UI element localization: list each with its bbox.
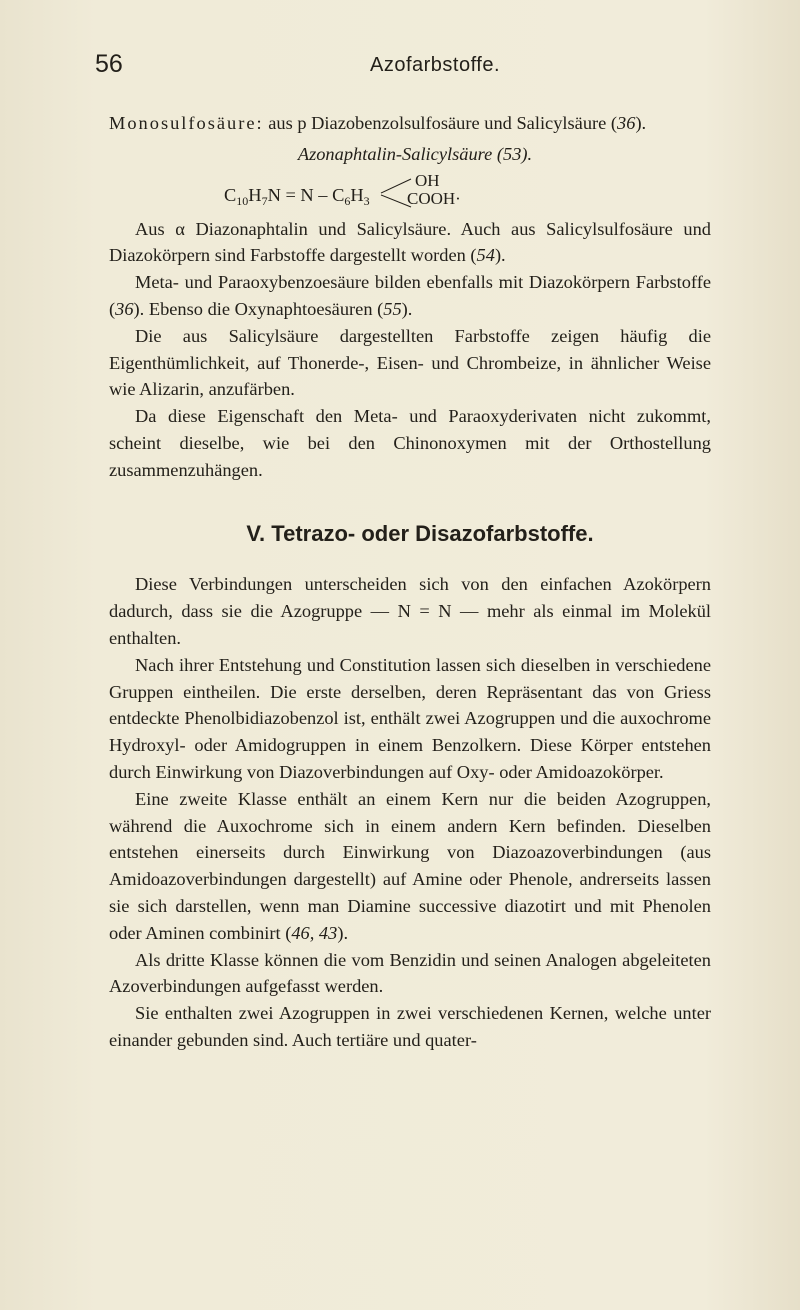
paragraph-orthostellung: Da diese Eigenschaft den Meta- und Paraoxyderivaten nicht zukommt, scheint dieselbe, wie bei den Chinonoxymen mit der Orthostellung zusammenzuhängen. bbox=[109, 406, 711, 480]
paragraph-dritte-klasse: Als dritte Klasse können die vom Benzidin und seinen Analogen abgeleiteten Azoverbindungen aufgefasst werden. bbox=[109, 949, 711, 997]
page-number: 56 bbox=[95, 50, 123, 78]
reference-number: 55 bbox=[383, 298, 402, 319]
paragraph-zwei-azogruppen: Sie enthalten zwei Azogruppen in zwei verschiedenen Kernen, welche unter einander gebunden sind. Auch tertiäre und quater- bbox=[109, 1003, 711, 1050]
compound-subheading: Azonaphtalin-Salicylsäure (53). bbox=[297, 143, 533, 164]
formula-main: $C_{10}H_7N = N - C_6H_3$ bbox=[224, 184, 370, 208]
reference-number: 46, 43 bbox=[291, 922, 338, 943]
term-monosulfosaeure: Monosulfosäure: bbox=[109, 113, 264, 133]
reference-number: 36 bbox=[115, 298, 134, 319]
chemical-formula bbox=[109, 168, 711, 216]
section-heading: V. Tetrazo- oder Disazofarbstoffe. bbox=[246, 520, 594, 546]
reference-number: 36 bbox=[617, 113, 636, 133]
page-body bbox=[109, 110, 711, 1054]
formula-cooh: COOH· bbox=[407, 188, 461, 208]
running-title: Azofarbstoffe. bbox=[370, 54, 501, 76]
page-header bbox=[0, 50, 800, 90]
paragraph-oxybenzoesaeure: Meta- und Paraoxybenzoesäure bilden ebenfalls mit Diazokörpern Farbstoffe (36). Ebenso die Oxynaphtoesäuren (55). bbox=[109, 272, 711, 319]
paragraph-zweite-klasse: Eine zweite Klasse enthält an einem Kern nur die beiden Azogruppen, während die Auxochrome sich in einem andern Kern befinden. Dieselben entstehen einerseits durch Einwirkung von Diazoazoverbindungen (aus Amidoazoverbindungen dargestellt) auf Amine oder Phenole, andrerseits lassen sie sich darstellen, wenn man Diamine successive diazotirt und mit Phenolen oder Aminen combinirt (46, 43). bbox=[109, 788, 711, 943]
paragraph-azogruppe: Diese Verbindungen unterscheiden sich von den einfachen Azokörpern dadurch, dass sie die Azogruppe — N = N — mehr als einmal im Molekül enthalten. bbox=[109, 574, 711, 648]
paragraph-monosulfosaeure: Monosulfosäure: aus p Diazobenzolsulfosäure und Salicylsäure (36). bbox=[109, 113, 647, 133]
formula-oh: OH bbox=[415, 170, 440, 190]
paragraph-diazonaphtalin: Aus α Diazonaphtalin und Salicylsäure. Auch aus Salicylsulfosäure und Diazokörpern sind Farbstoffe dargestellt worden (54). bbox=[109, 218, 711, 266]
paragraph-erste-gruppe: Nach ihrer Entstehung und Constitution lassen sich dieselben in verschiedene Gruppen eintheilen. Die erste derselben, deren Repräsentant das von Griess entdeckte Phenolbidiazobenzol ist, enthält zwei Azogruppen und die auxochrome Hydroxyl- oder Amidogruppen in einem Benzolkern. Diese Körper entstehen durch Einwirkung von Diazoverbindungen auf Oxy- oder Amidoazokörper. bbox=[109, 654, 711, 782]
reference-number: 54 bbox=[476, 245, 495, 266]
reference-number: 53 bbox=[503, 143, 522, 164]
paragraph-salicylsaeure-farbstoffe: Die aus Salicylsäure dargestellten Farbstoffe zeigen häufig die Eigenthümlichkeit, auf Thonerde-, Eisen- und Chrombeize, in ähnlicher Weise wie Alizarin, anzufärben. bbox=[109, 325, 711, 400]
